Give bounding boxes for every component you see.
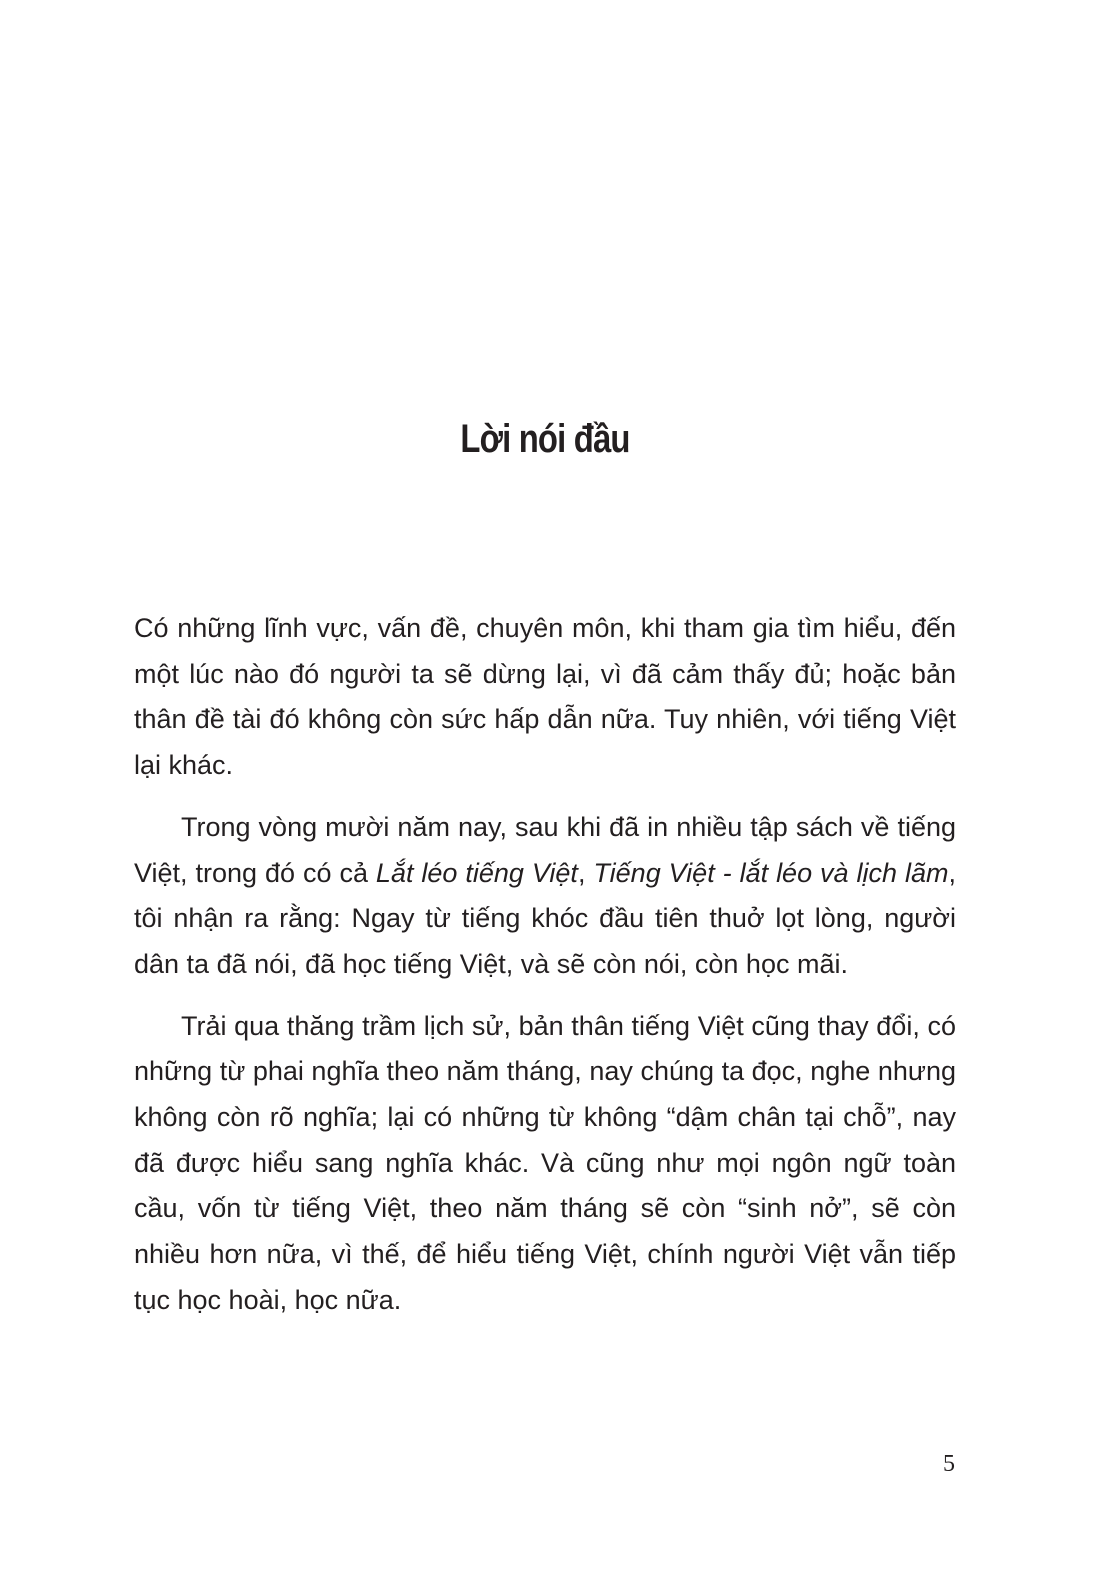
paragraph-1 bbox=[134, 606, 956, 789]
page-number: 5 bbox=[943, 1451, 955, 1477]
chapter-title: Lời nói đầu bbox=[460, 417, 630, 461]
body-text bbox=[134, 606, 956, 1324]
book-title-lat-leo: Lắt léo tiếng Việt bbox=[375, 857, 578, 888]
paragraph-2-comma: , bbox=[577, 857, 594, 888]
paragraph-2-text: Trong vòng mười năm nay, sau khi đã in nhiều tập sách về tiếng Việt, trong đó có cả bbox=[134, 811, 956, 888]
paragraph-2-text-end: , tôi nhận ra rằng: Ngay từ tiếng khóc đầu tiên thuở lọt lòng, người dân ta đã nói, đã học tiếng Việt, và sẽ còn nói, còn học mãi. bbox=[134, 857, 957, 979]
paragraph-3-text: Trải qua thăng trầm lịch sử, bản thân tiếng Việt cũng thay đổi, có những từ phai nghĩa theo năm tháng, nay chúng ta đọc, nghe nhưng không còn rõ nghĩa; lại có những từ không “dậm chân tại chỗ”, nay đã được hiểu sang nghĩa khác. Và cũng như mọi ngôn ngữ toàn cầu, vốn từ tiếng Việt, theo năm tháng sẽ còn “sinh nở”, sẽ còn nhiều hơn nữa, vì thế, để hiểu tiếng Việt, chính người Việt vẫn tiếp tục học hoài, học nữa. bbox=[134, 1010, 956, 1315]
book-title-tieng-viet: Tiếng Việt - lắt léo và lịch lãm bbox=[593, 857, 949, 888]
paragraph-3 bbox=[134, 1004, 956, 1324]
paragraph-2 bbox=[134, 805, 956, 988]
paragraph-1-text: Có những lĩnh vực, vấn đề, chuyên môn, khi tham gia tìm hiểu, đến một lúc nào đó người ta sẽ dừng lại, vì đã cảm thấy đủ; hoặc bản thân đề tài đó không còn sức hấp dẫn nữa. Tuy nhiên, với tiếng Việt lại khác. bbox=[134, 613, 956, 781]
